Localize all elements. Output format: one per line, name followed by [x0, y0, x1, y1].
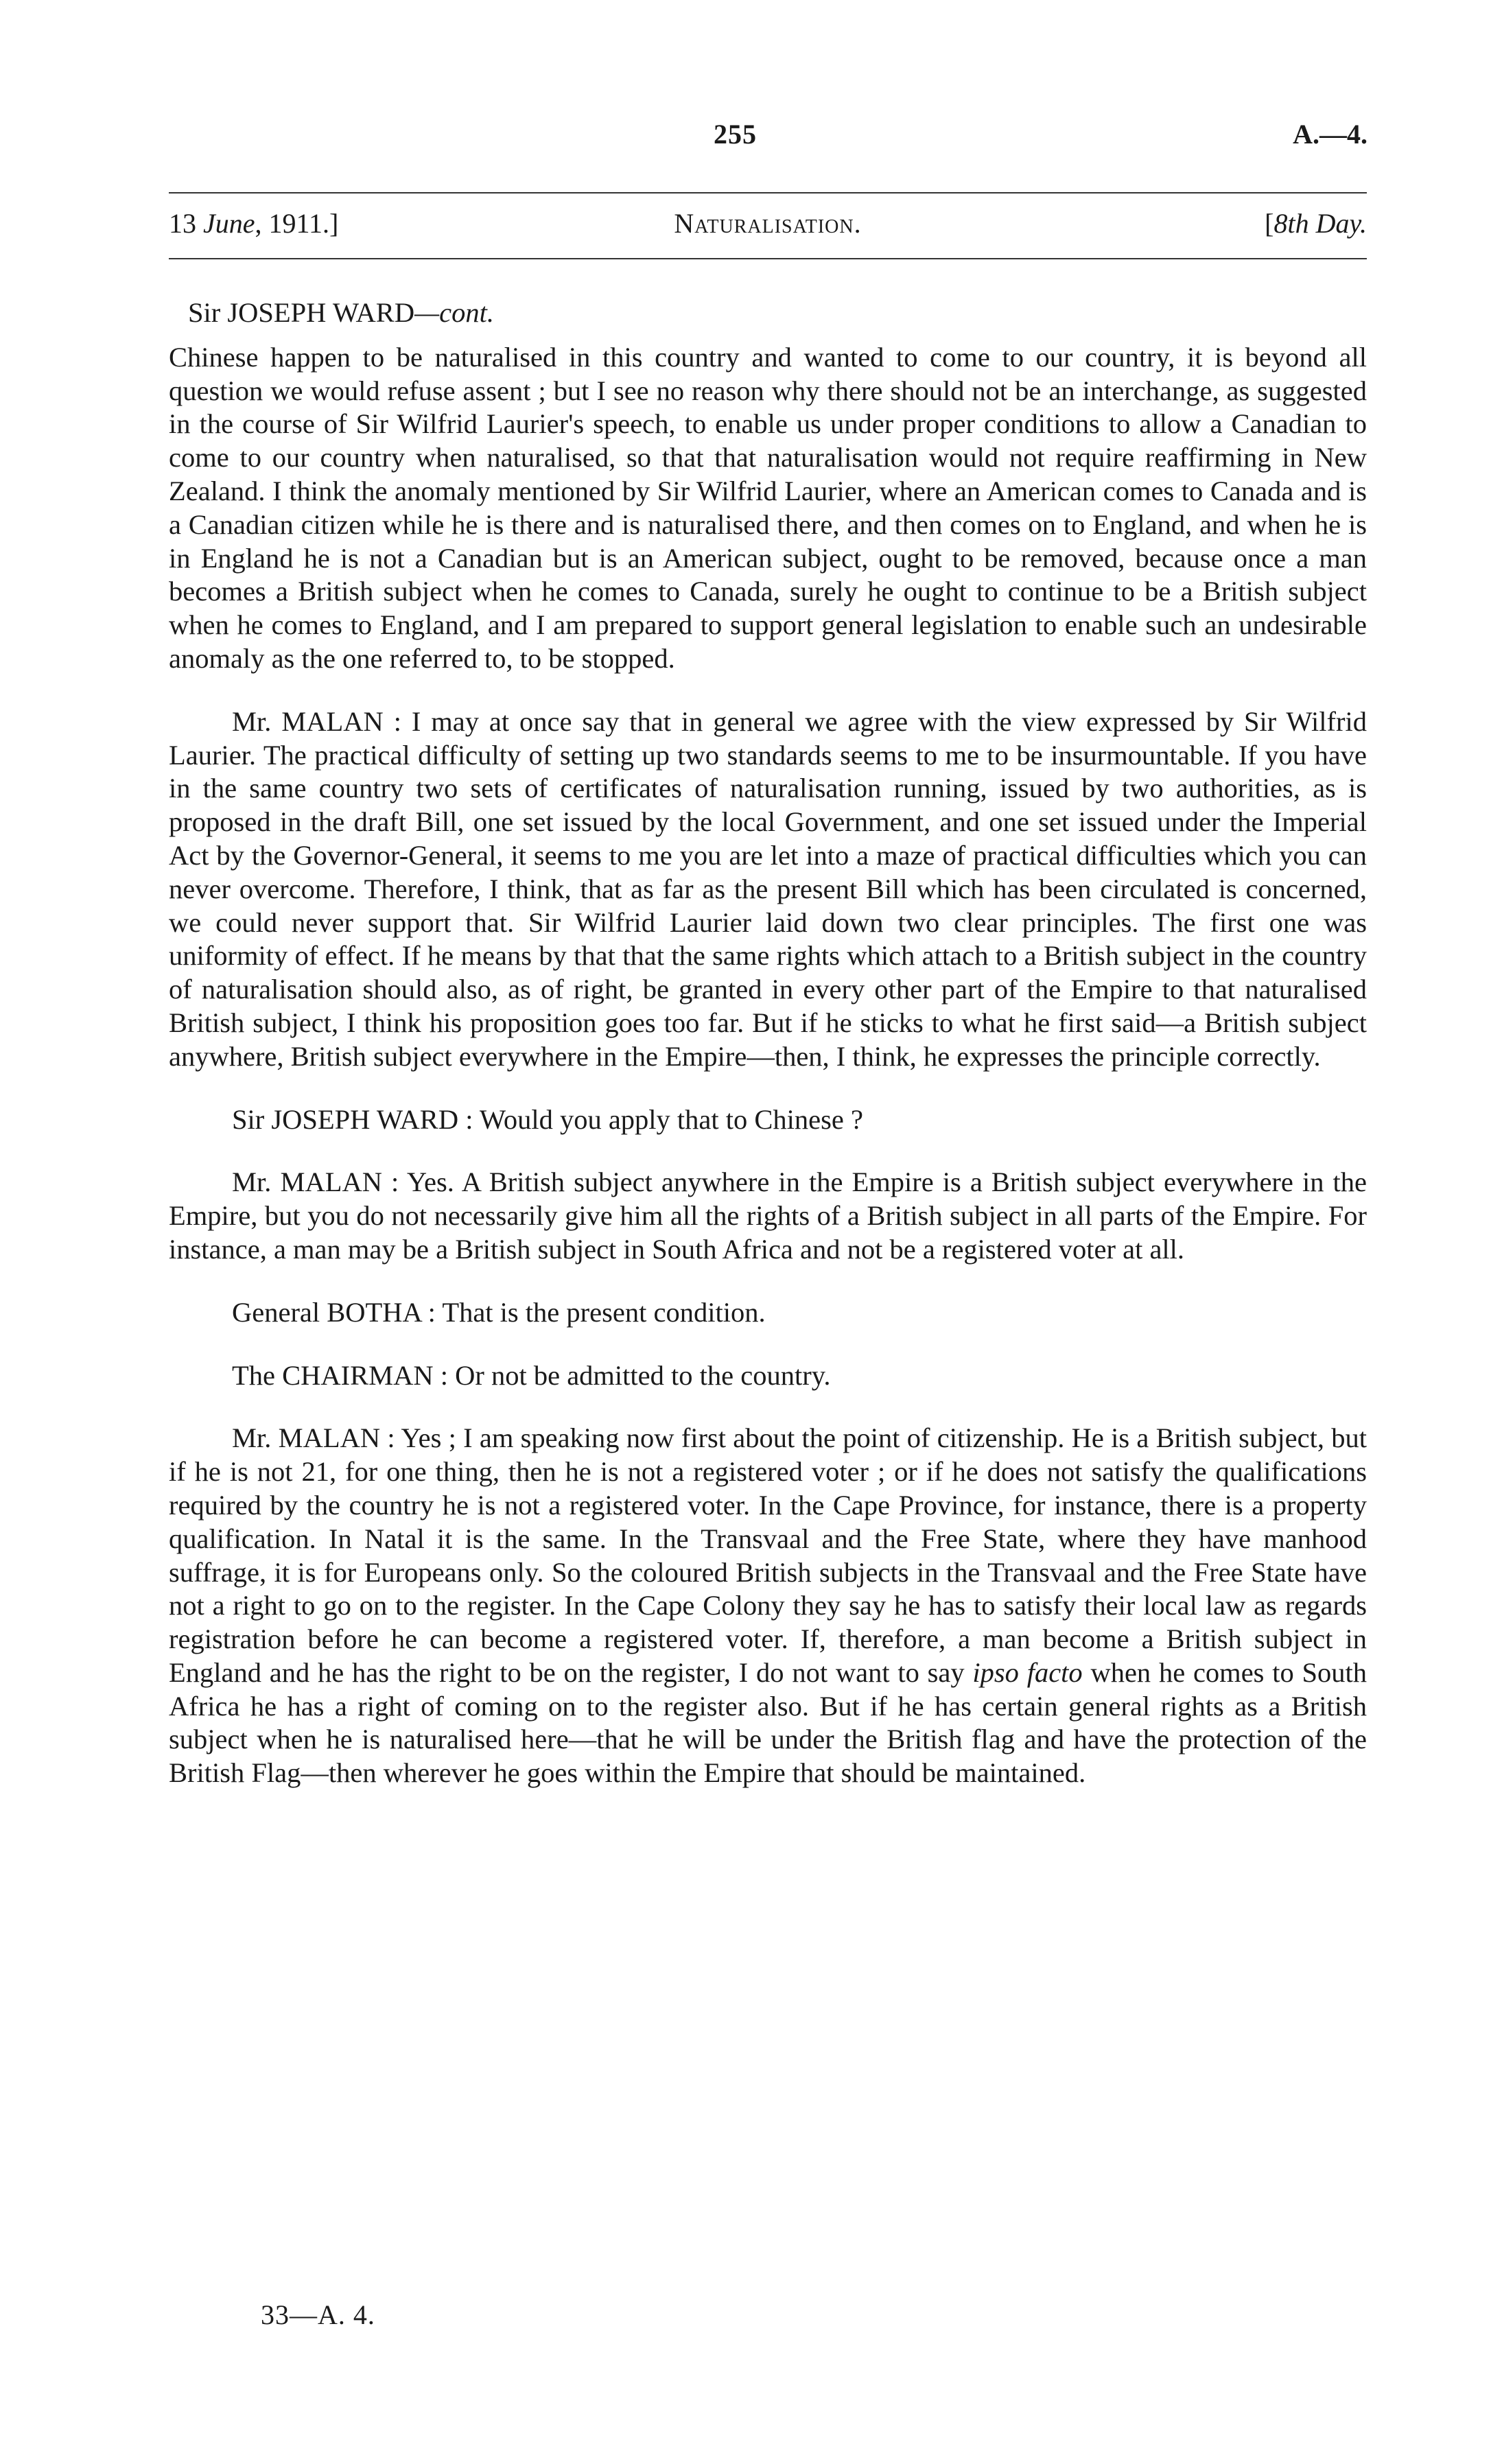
speaker-heading-name: Sir JOSEPH WARD [188, 297, 415, 328]
speaker-label: Mr. MALAN : [232, 1166, 407, 1198]
header-rule-top [169, 192, 1367, 193]
paragraph-text: Or not be admitted to the country. [455, 1359, 831, 1391]
paragraph-malan-1 [169, 705, 1367, 1074]
speaker-label: Sir JOSEPH WARD : [232, 1103, 480, 1135]
running-head-title: Naturalisation. [674, 208, 862, 239]
paragraph-ward-continued: Chinese happen to be naturalised in this country and wanted to come to our country, it is beyond all question we would refuse assent ; but I see no reason why there should not be an interchange, as suggested in the course of Sir Wilfrid Laurier's speech, to enable us under proper conditions to allow a Canadian to come to our country when naturalised, so that that naturalisation would not require reaffirming in New Zealand. I think the anomaly mentioned by Sir Wilfrid Laurier, where an American comes to Canada and is a Canadian citizen while he is there and is naturalised there, and then comes on to England, and when he is in England he is not a Canadian but is an American subject, ought to be removed, because once a man becomes a British subject when he comes to Canada, surely he ought to continue to be a British subject when he comes to England, and I am prepared to support general legislation to enable such an undesirable anomaly as the one referred to, to be stopped. [169, 341, 1367, 674]
date-day: 13 [169, 208, 203, 239]
paragraph-malan-2 [169, 1166, 1367, 1266]
paragraph-ward-question [169, 1103, 1367, 1137]
speaker-heading [169, 296, 1367, 330]
paragraph-text-b: when he comes to South Africa he has a right of coming on to the register also. But if he has certain general rights as a British subject when he is naturalised here—that he will be under the British flag and have the protection of the British Flag—then wherever he goes within the Empire that should be maintained. [169, 1656, 1367, 1789]
paragraph-text-a: Yes ; I am speaking now first about the point of citizenship. He is a British subject, but if he is not 21, for one thing, then he is not a registered voter ; or if he does not satisfy the qualifications required by the country he is not a registered voter. In the Cape Province, for instance, there is a property qualification. In Natal it is the same. In the Transvaal and the Free State, where they have manhood suffrage, it is for Europeans only. So the coloured British subjects in the Transvaal and the Free State have not a right to go on to the register. In the Cape Colony they say he has to satisfy their local law as regards registration before he can become a registered voter. If, therefore, a man become a British subject in England and he has the right to be on the register, I do not want to say [169, 1422, 1367, 1688]
paragraph-text: Would you apply that to Chinese ? [479, 1103, 863, 1135]
paragraph-text: That is the present condition. [442, 1296, 766, 1328]
speaker-heading-cont: —cont. [414, 297, 494, 328]
speaker-label: Mr. MALAN : [232, 1422, 401, 1454]
paragraph-text: I may at once say that in general we agree with the view expressed by Sir Wilfrid Laurier. The practical difficulty of setting up two standards seems to me to be insurmountable. If you have in the same country two sets of certificates of naturalisation running, issued by two authorities, as is proposed in the draft Bill, one set issued by the local Government, and one set issued under the Imperial Act by the Governor-General, it seems to me you are let into a maze of practical difficulties which you can never overcome. Therefore, I think, that as far as the present Bill which has been circulated is concerned, we could never support that. Sir Wilfrid Laurier laid down two clear principles. The first one was uniformity of effect. If he means by that that the same rights which attach to a British subject in the country of naturalisation should also, as of right, be granted in every other part of the Empire to that naturalised British subject, I think his proposition goes too far. But if he sticks to what he first said—a British subject anywhere, British subject everywhere in the Empire—then, I think, he expresses the principle correctly. [169, 705, 1367, 1072]
date-year: , 1911.] [255, 208, 339, 239]
day-bracket: [ [1265, 208, 1274, 239]
paragraph-botha [169, 1296, 1367, 1330]
document-body [169, 296, 1367, 1820]
speaker-label: General BOTHA : [232, 1296, 443, 1328]
day-label: 8th Day. [1273, 208, 1367, 239]
paragraph-italic-phrase: ipso facto [972, 1656, 1083, 1688]
date-month: June [203, 208, 255, 239]
signature-mark: 33—A. 4. [261, 2299, 375, 2330]
page-number: 255 [714, 119, 757, 150]
speaker-label: The CHAIRMAN : [232, 1359, 456, 1391]
paragraph-chairman [169, 1359, 1367, 1393]
header-rule-bottom [169, 258, 1367, 259]
running-head-day [1265, 207, 1367, 239]
paper-reference: A.—4. [1293, 119, 1367, 150]
paragraph-malan-3 [169, 1422, 1367, 1790]
speaker-label: Mr. MALAN : [232, 705, 412, 737]
paragraph-text: Yes. A British subject anywhere in the Empire is a British subject everywhere in the Empire, but you do not necessarily give him all the rights of a British subject in all parts of the Empire. For instance, a man may be a British subject in South Africa and not be a registered voter at all. [169, 1166, 1367, 1265]
